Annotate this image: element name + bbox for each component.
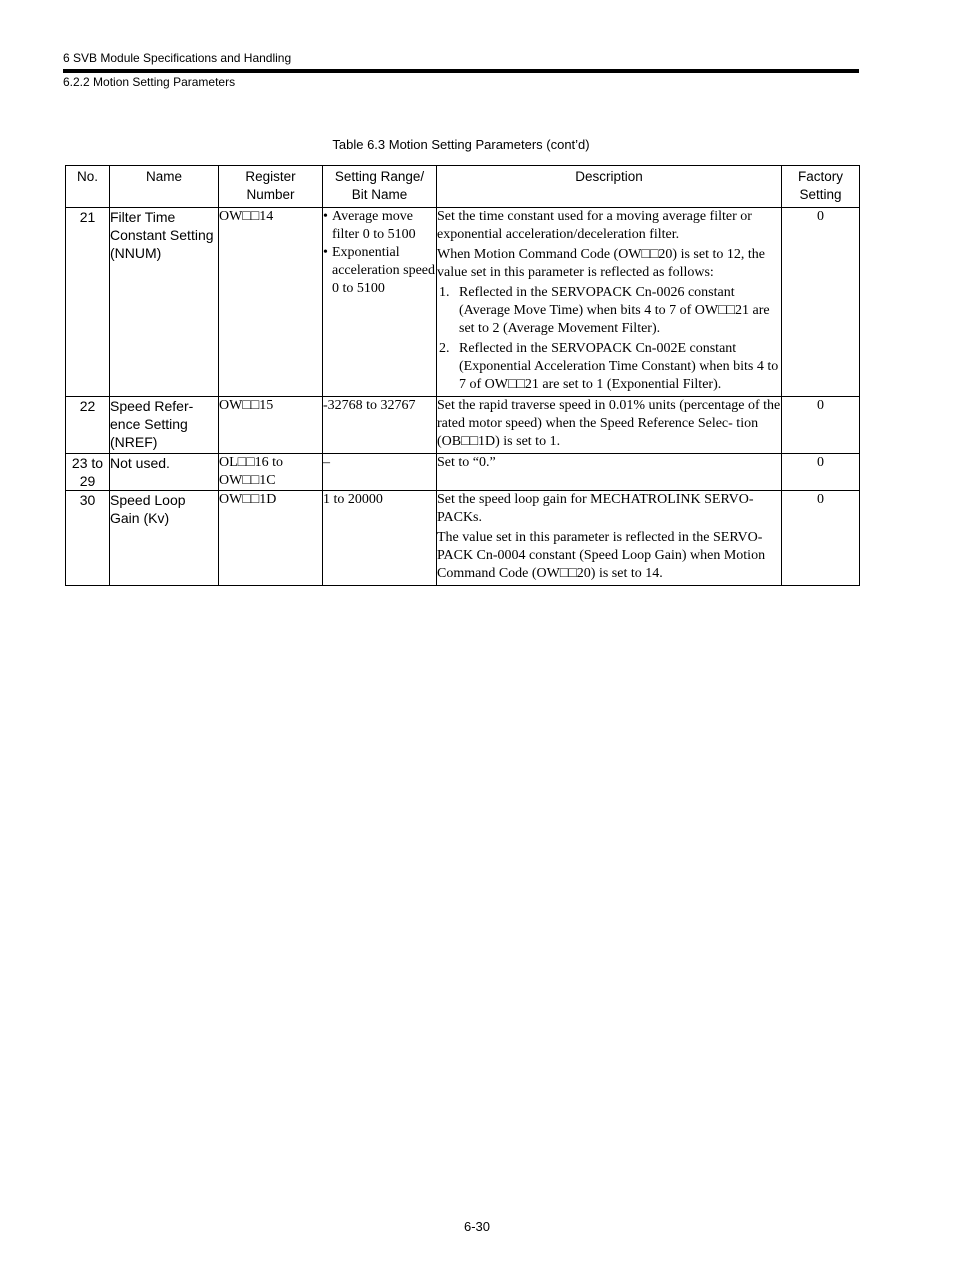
table-caption: Table 6.3 Motion Setting Parameters (cont’d) xyxy=(332,137,590,152)
cell-no: 23 to 29 xyxy=(66,454,110,491)
cell-description xyxy=(437,208,782,397)
cell-register: OW□□14 xyxy=(219,208,323,397)
table-row xyxy=(66,454,860,491)
motion-parameters-table xyxy=(65,165,860,586)
page-number: 6-30 xyxy=(463,1219,491,1234)
list-marker: 2. xyxy=(439,341,450,356)
description-paragraph: The value set in this parameter is reflected in the SERVO- PACK Cn-0004 constant (Speed Loop Gain) when Motion Command Code (OW□□20) is set to 14. xyxy=(437,530,766,581)
cell-no: 30 xyxy=(66,491,110,586)
range-bullet: • Exponential acceleration speed 0 to 5100 xyxy=(323,245,435,296)
subsection-title: 6.2.2 Motion Setting Parameters xyxy=(63,75,236,89)
column-header-setting-range: Setting Range/ Bit Name xyxy=(323,166,437,208)
cell-setting-range: -32768 to 32767 xyxy=(323,397,437,454)
column-header-register: Register Number xyxy=(219,166,323,208)
description-paragraph: Set the time constant used for a moving average filter or exponential acceleration/deceleration filter. xyxy=(437,209,752,242)
cell-description xyxy=(437,397,782,454)
range-bullet: • Average move filter 0 to 5100 xyxy=(323,208,436,244)
cell-setting-range xyxy=(323,208,437,397)
cell-factory-setting: 0 xyxy=(782,397,860,454)
list-item-text: Reflected in the SERVOPACK Cn-0026 constant (Average Move Time) when bits 4 to 7 of OW□□21 are set to 2 (Average Movement Filter). xyxy=(459,285,770,336)
column-header-name: Name xyxy=(110,166,219,208)
description-paragraph: Set the rapid traverse speed in 0.01% units (percentage of the rated motor speed) when the Speed Reference Selec- tion (OB□□1D) is set to 1. xyxy=(437,398,781,449)
cell-setting-range: 1 to 20000 xyxy=(323,491,437,586)
cell-factory-setting: 0 xyxy=(782,491,860,586)
column-header-no: No. xyxy=(66,166,110,208)
range-bullet-text: Exponential acceleration speed 0 to 5100 xyxy=(332,245,435,296)
cell-setting-range: – xyxy=(323,454,437,491)
description-list-item xyxy=(437,340,781,394)
list-item-text: Reflected in the SERVOPACK Cn-002E constant (Exponential Acceleration Time Constant) when bits 4 to 7 of OW□□21 are set to 1 (Exponential Filter). xyxy=(459,341,779,392)
cell-name: Filter Time Constant Setting (NNUM) xyxy=(110,208,219,397)
cell-factory-setting: 0 xyxy=(782,454,860,491)
list-marker: 1. xyxy=(439,285,450,300)
range-bullet-text: Average move filter 0 to 5100 xyxy=(332,209,416,242)
header-rule xyxy=(63,69,859,73)
cell-factory-setting: 0 xyxy=(782,208,860,397)
cell-name: Speed Refer- ence Setting (NREF) xyxy=(110,397,219,454)
cell-register: OL□□16 to OW□□1C xyxy=(219,454,323,491)
table-row xyxy=(66,208,860,397)
table-header-row xyxy=(66,166,860,208)
column-header-factory-setting: Factory Setting xyxy=(782,166,860,208)
description-paragraph: Set the speed loop gain for MECHATROLINK SERVO- PACKs. xyxy=(437,492,754,525)
cell-description xyxy=(437,491,782,586)
table-row xyxy=(66,397,860,454)
cell-no: 21 xyxy=(66,208,110,397)
cell-no: 22 xyxy=(66,397,110,454)
table-row xyxy=(66,491,860,586)
description-paragraph: Set to “0.” xyxy=(437,455,496,470)
cell-register: OW□□1D xyxy=(219,491,323,586)
cell-name: Not used. xyxy=(110,454,219,491)
description-paragraph: When Motion Command Code (OW□□20) is set to 12, the value set in this parameter is reflected as follows: xyxy=(437,247,765,280)
cell-description xyxy=(437,454,782,491)
section-title: 6 SVB Module Specifications and Handling xyxy=(63,51,292,65)
cell-register: OW□□15 xyxy=(219,397,323,454)
cell-name: Speed Loop Gain (Kv) xyxy=(110,491,219,586)
column-header-description: Description xyxy=(437,166,782,208)
description-list-item xyxy=(437,284,781,338)
